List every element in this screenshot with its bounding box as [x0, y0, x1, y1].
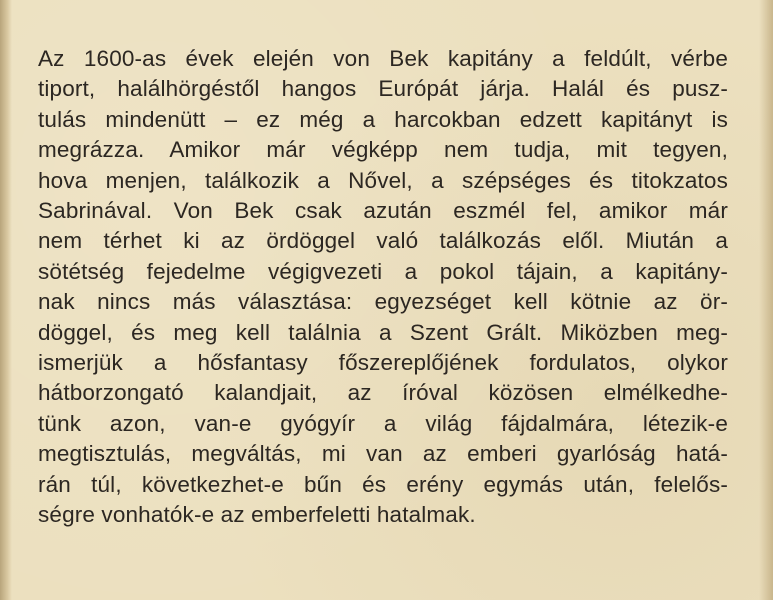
text-line-12: hátborzongató kalandjait, az íróval közösen elmélkedhe-: [38, 380, 728, 406]
text-line-4: megrázza. Amikor már végképp nem tudja, mit tegyen,: [38, 137, 728, 163]
text-line-8: sötétség fejedelme végigvezeti a pokol tájain, a kapitány-: [38, 258, 728, 284]
text-line-10: döggel, és meg kell találnia a Szent Grált. Miközben meg-: [38, 319, 728, 345]
text-line-15: rán túl, következhet-e bűn és erény egymás után, felelős-: [38, 471, 728, 497]
page-right-edge: [759, 0, 773, 600]
text-line-13: tünk azon, van-e gyógyír a világ fájdalmára, létezik-e: [38, 410, 728, 436]
page-left-edge: [0, 0, 12, 600]
blurb-paragraph: [38, 44, 728, 531]
text-line-14: megtisztulás, megváltás, mi van az emberi gyarlóság hatá-: [38, 441, 728, 467]
text-line-16: ségre vonhatók-e az emberfeletti hatalmak.: [38, 502, 476, 528]
text-line-1: Az 1600-as évek elején von Bek kapitány a feldúlt, vérbe: [38, 46, 728, 71]
text-line-5: hova menjen, találkozik a Nővel, a szépséges és titokzatos: [38, 167, 728, 193]
text-line-9: nak nincs más választása: egyezséget kell kötnie az ör-: [38, 289, 728, 315]
text-line-2: tiport, halálhörgéstől hangos Európát járja. Halál és pusz-: [38, 76, 728, 102]
text-line-6: Sabrinával. Von Bek csak azután eszmél fel, amikor már: [38, 198, 728, 224]
text-line-11: ismerjük a hősfantasy főszereplőjének fordulatos, olykor: [38, 350, 728, 376]
text-line-7: nem térhet ki az ördöggel való találkozás elől. Miután a: [38, 228, 728, 254]
text-line-3: tulás mindenütt – ez még a harcokban edzett kapitányt is: [38, 106, 728, 132]
